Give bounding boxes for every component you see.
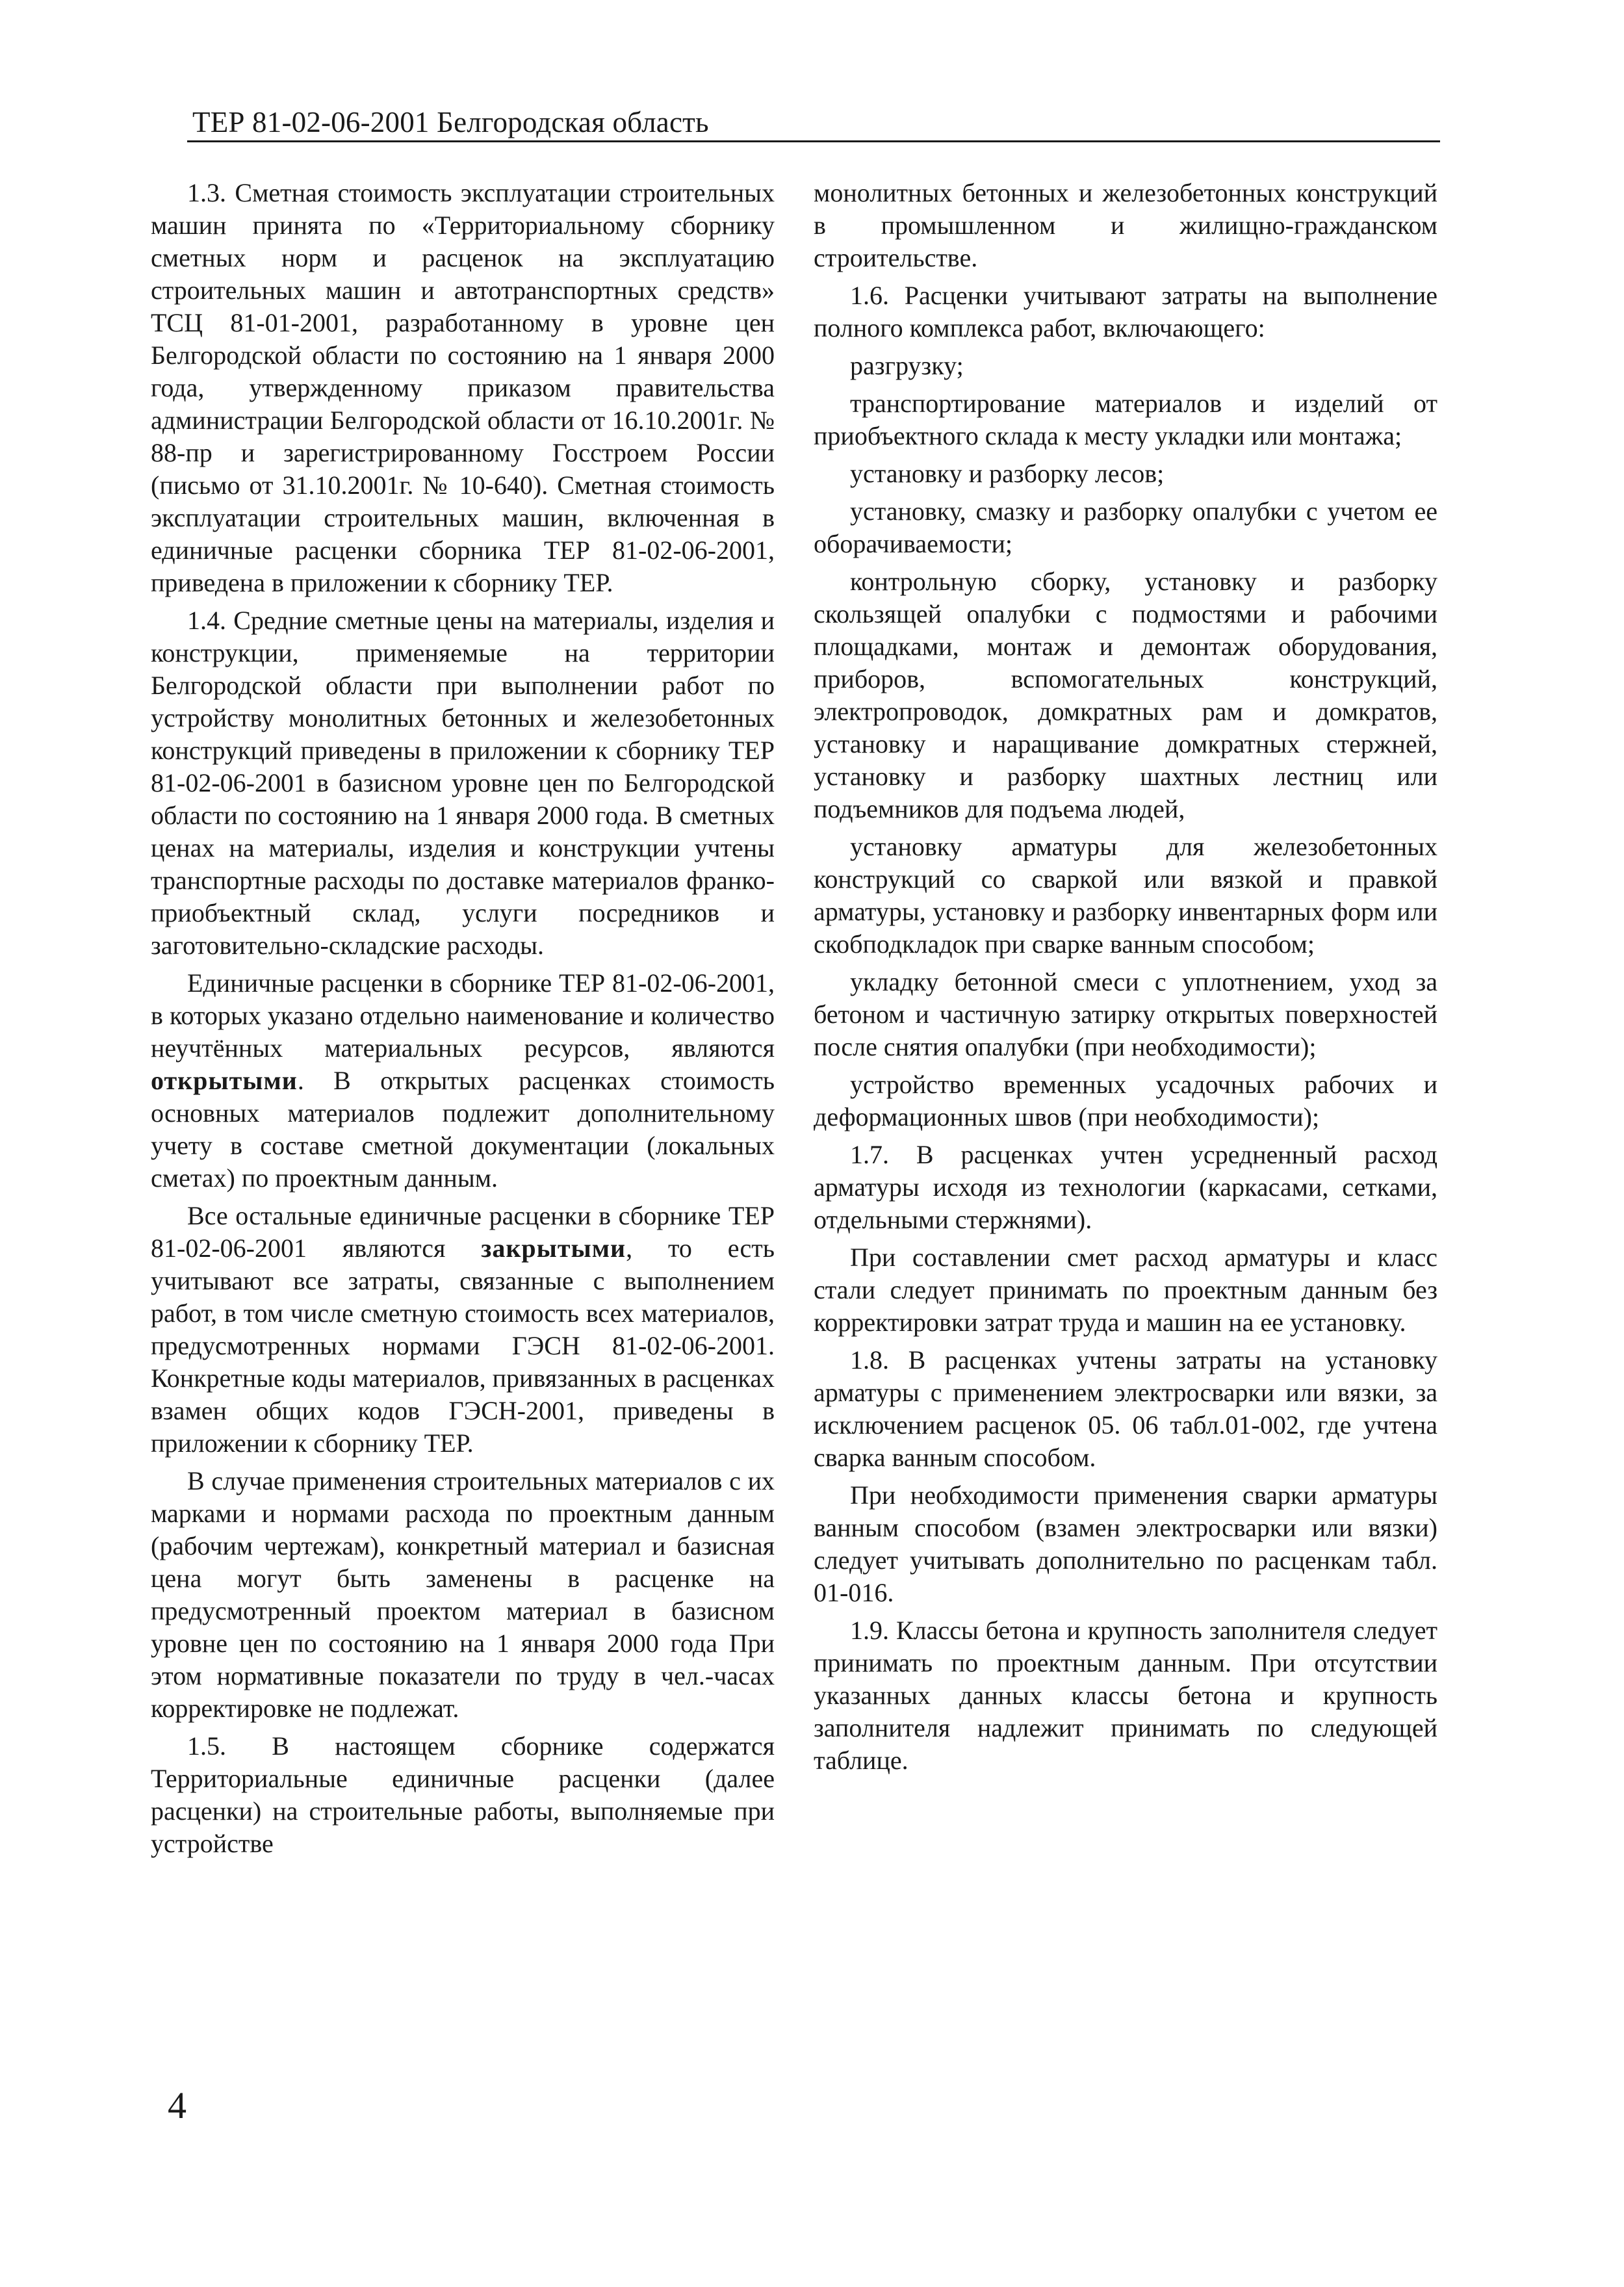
work-item: транспортирование материалов и изделий от приобъектного склада к месту укладки или монтажа; <box>814 389 1437 450</box>
paragraph-1-8: 1.8. В расценках учтены затраты на установку арматуры с применением электросварки или вязки, за исключением расценок 05. 06 табл.01-002, где учтена сварка ванным способом. <box>814 1345 1437 1472</box>
open-rates-term: открытыми <box>151 1066 298 1095</box>
paragraph-1-3: 1.3. Сметная стоимость эксплуатации строительных машин принята по «Территориальному сборнику сметных норм и расценок на эксплуатацию строительных машин и автотранспортных средств» ТСЦ 81-01-2001, разработанному в уровне цен Белгородской области по состоянию на 1 января 2000 года, утвержденному приказом правительства администрации Белгородской области от 16.10.2001г. № 88-пр и зарегистрированному Госстроем России (письмо от 31.10.2001г. № 10-640). Сметная стоимость эксплуатации строительных машин, включенная в единичные расценки сборника ТЕР 81-02-06-2001, приведена в приложении к сборнику ТЕР. <box>151 178 775 597</box>
paragraph-1-6: 1.6. Расценки учитывают затраты на выполнение полного комплекса работ, включающего: <box>814 281 1437 342</box>
paragraph-open-rates <box>151 967 775 1195</box>
paragraph-materials-replacement: В случае применения строительных материалов с их марками и нормами расхода по проектным данным (рабочим чертежам), конкретный материал и базисная цена могут быть заменены в расценке на предусмотренный проектом материал в базисном уровне цен по состоянию на 1 января 2000 года При этом нормативные показатели по труду в чел.-часах корректировке не подлежат. <box>151 1466 775 1723</box>
work-item: контрольную сборку, установку и разборку скользящей опалубки с подмостями и рабочими площадками, монтаж и демонтаж оборудования, приборов, вспомогательных конструкций, электропроводок, домкратных рам и домкратов, установку и наращивание домкратных стержней, установку и разборку шахтных лестниц или подъемников для подъема людей, <box>814 567 1437 823</box>
closed-rates-text-after: , то есть учитывают все затраты, связанные с выполнением работ, в том числе сметную стоимость всех материалов, предусмотренных нормами ГЭСН 81-02-06-2001. Конкретные коды материалов, привязанных в расценках взамен общих кодов ГЭСН-2001, приведены в приложении к сборнику ТЕР. <box>151 1234 775 1458</box>
paragraph-1-9: 1.9. Классы бетона и крупность заполнителя следует принимать по проектным данным. При отсутствии указанных данных классы бетона и крупность заполнителя надлежит принимать по следующей таблице. <box>814 1616 1437 1775</box>
paragraph-1-7: 1.7. В расценках учтен усредненный расход арматуры исходя из технологии (каркасами, сетками, отдельными стержнями). <box>814 1140 1437 1234</box>
paragraph-bath-welding: При необходимости применения сварки арматуры ванным способом (взамен электросварки или вязки) следует учитывать дополнительно по расценкам табл. 01-016. <box>814 1480 1437 1607</box>
closed-rates-term: закрытыми <box>481 1234 626 1263</box>
work-item: укладку бетонной смеси с уплотнением, уход за бетоном и частичную затирку открытых поверхностей после снятия опалубки (при необходимости); <box>814 967 1437 1061</box>
page-number: 4 <box>168 2084 187 2126</box>
paragraph-reinforcement-estimates: При составлении смет расход арматуры и класс стали следует принимать по проектным данным без корректировки затрат труда и машин на ее установку. <box>814 1243 1437 1337</box>
open-rates-text-after: . В открытых расценках стоимость основных материалов подлежит дополнительному учету в составе сметной документации (локальных сметах) по проектным данным. <box>151 1066 775 1193</box>
work-item: разгрузку; <box>850 351 964 380</box>
paragraph-1-4: 1.4. Средние сметные цены на материалы, изделия и конструкции, применяемые на территории Белгородской области при выполнении работ по устройству монолитных бетонных и железобетонных конструкций приведены в приложении к сборнику ТЕР 81-02-06-2001 в базисном уровне цен по Белгородской области по состоянию на 1 января 2000 года. В сметных ценах на материалы, изделия и конструкции учтены транспортные расходы по доставке материалов франко-приобъектный склад, услуги посредников и заготовительно-складские расходы. <box>151 606 775 960</box>
running-header: ТЕР 81-02-06-2001 Белгородская область <box>192 106 709 138</box>
paragraph-1-5: 1.5. В настоящем сборнике содержатся Территориальные единичные расценки (далее расценки) на строительные работы, выполняемые при устройстве <box>151 1731 775 1858</box>
left-column <box>151 177 775 1865</box>
work-item: установку и разборку лесов; <box>850 459 1165 488</box>
work-item: установку арматуры для железобетонных конструкций со сваркой или вязкой и правкой арматуры, установку и разборку инвентарных форм или скобподкладок при сварке ванным способом; <box>814 832 1437 959</box>
right-column <box>814 177 1437 1782</box>
closed-rates-text-before: Все остальные единичные расценки в сборнике ТЕР 81-02-06-2001 являются <box>151 1201 775 1263</box>
work-item: устройство временных усадочных рабочих и деформационных швов (при необходимости); <box>814 1070 1437 1131</box>
paragraph-closed-rates <box>151 1200 775 1460</box>
open-rates-text-before: Единичные расценки в сборнике ТЕР 81-02-06-2001, в которых указано отдельно наименование и количество неучтённых материальных ресурсов, являются <box>151 968 775 1063</box>
paragraph-1-5-continued: монолитных бетонных и железобетонных конструкций в промышленном и жилищно-гражданском строительстве. <box>814 178 1437 272</box>
header-rule <box>187 140 1440 142</box>
work-item: установку, смазку и разборку опалубки с учетом ее оборачиваемости; <box>814 497 1437 558</box>
